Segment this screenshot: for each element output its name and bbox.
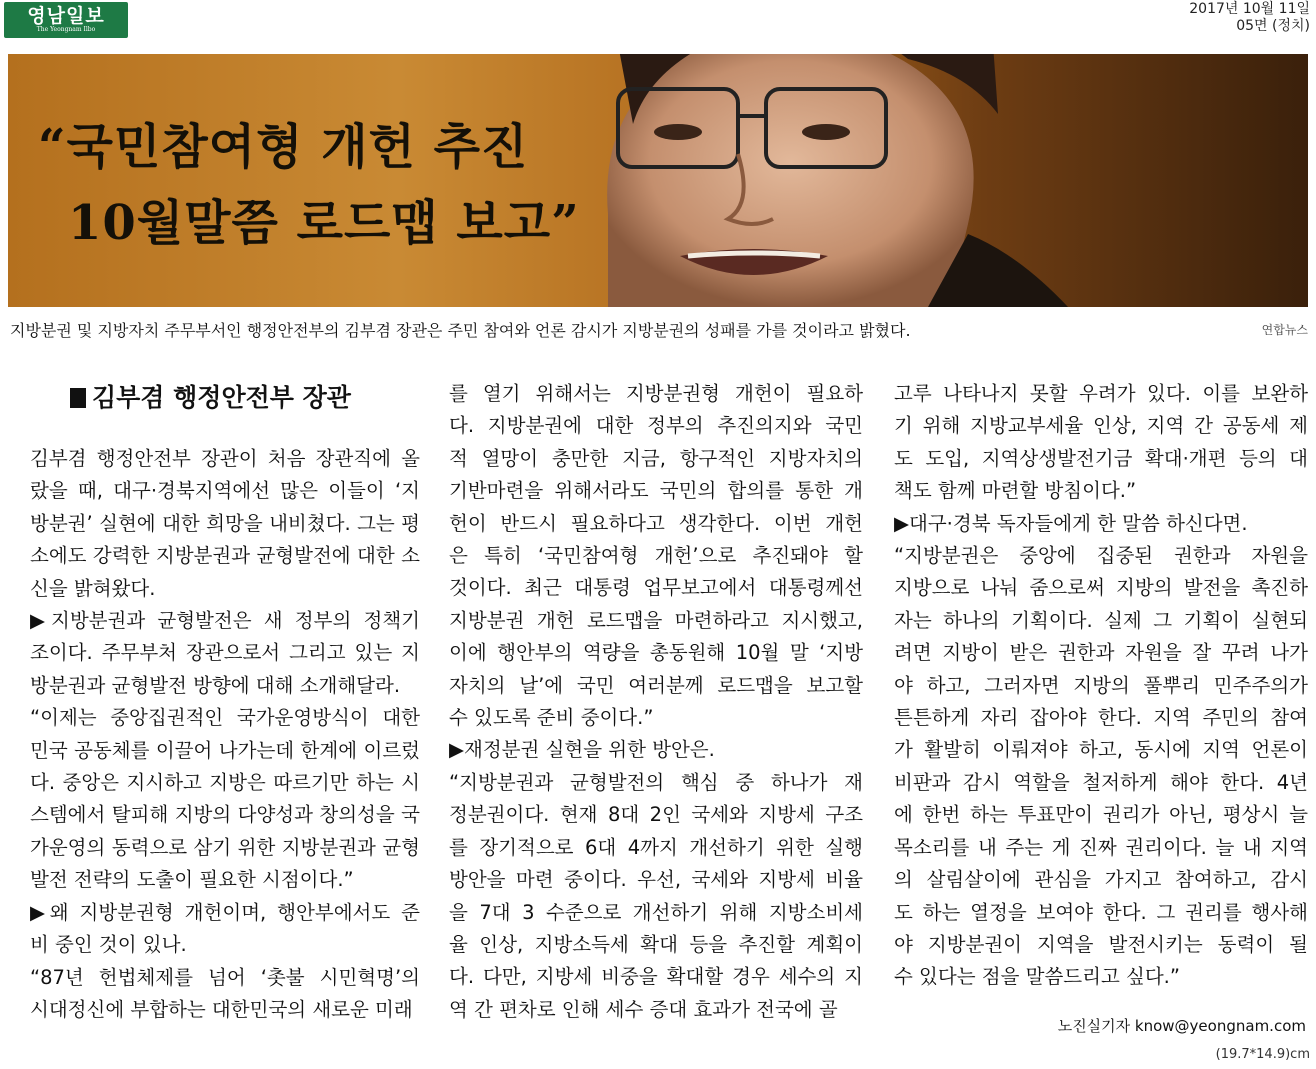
subhead-text: 김부겸 행정안전부 장관: [92, 383, 351, 412]
article-line: “지방분권은 중앙에 집중된 권한과 자원을: [894, 544, 1308, 568]
article-line: 김부겸 행정안전부 장관이 처음 장관직에 올: [30, 447, 420, 470]
article-line: 신을 밝혀왔다.: [30, 576, 156, 600]
article-line: 것이다. 최근 대통령 업무보고에서 대통령께선: [449, 576, 863, 600]
article-line: 을 7대 3 수준으로 개선하기 위해 지방소비세: [449, 900, 863, 924]
article-line: 의 살림살이에 관심을 가지고 참여하고, 감시: [894, 868, 1308, 892]
article-line: 조이다. 주무부처 장관으로서 그리고 있는 지: [30, 641, 420, 665]
article-line: 수 있다는 점을 말씀드리고 싶다.”: [894, 965, 1180, 989]
article-line: 가운영의 동력으로 삼기 위한 지방분권과 균형: [30, 835, 420, 859]
article-line: 책도 함께 마련할 방침이다.”: [894, 479, 1137, 503]
article-line: 튼튼하게 자리 잡아야 한다. 지역 주민의 참여: [894, 706, 1308, 730]
logo-text: 영남일보: [27, 5, 105, 27]
headline: [38, 109, 580, 261]
article-line: ▶왜 지방분권형 개헌이며, 행안부에서도 준: [30, 900, 420, 924]
article-line: ▶재정분권 실현을 위한 방안은.: [449, 738, 715, 762]
article-line: 이에 행안부의 역량을 총동원해 10월 말 ‘지방: [449, 641, 863, 665]
article-line: “87년 헌법체제를 넘어 ‘촛불 시민혁명’의: [30, 965, 420, 989]
article-line: 를 열기 위해서는 지방분권형 개헌이 필요하: [449, 382, 863, 405]
article-line: 야 지방분권이 지역을 발전시키는 동력이 될: [894, 932, 1308, 956]
article-line: 다. 지방분권에 대한 정부의 추진의지와 국민: [449, 414, 863, 438]
article-line: 도 도입, 지역상생발전기금 확대·개편 등의 대: [894, 446, 1308, 470]
article-line: 려면 지방이 받은 권한과 자원을 잘 꾸려 나가: [894, 641, 1308, 665]
article-line: 비 중인 것이 있나.: [30, 933, 187, 957]
headline-line-1: “국민참여형 개헌 추진: [38, 119, 529, 175]
article-line: 발전 전략의 도출이 필요한 시점이다.”: [30, 868, 354, 892]
article-line: 시대정신에 부합하는 대한민국의 새로운 미래: [30, 997, 413, 1021]
article-line: “지방분권과 균형발전의 핵심 중 하나가 재: [449, 770, 863, 794]
article-line: 방분권’ 실현에 대한 희망을 내비쳤다. 그는 평: [30, 511, 420, 535]
article-line: 지방분권 개헌 로드맵을 마련하라고 지시했고,: [449, 608, 863, 632]
article-line: 도 하는 열정을 보여야 한다. 그 권리를 행사해: [894, 900, 1308, 924]
article-line: 방안을 마련 중이다. 우선, 국세와 지방세 비율: [449, 868, 863, 892]
article-line: 목소리를 내 주는 게 진짜 권리이다. 늘 내 지역: [894, 835, 1308, 859]
article-line: 다. 중앙은 지시하고 지방은 따르기만 하는 시: [30, 771, 420, 795]
page-section: 05면 (정치): [1236, 18, 1310, 34]
publication-date: 2017년 10월 11일: [1189, 1, 1310, 17]
article-line: 정분권이다. 현재 8대 2인 국세와 지방세 구조: [449, 803, 863, 827]
interview-subhead: [70, 380, 351, 416]
article-line: 적 열망이 충만한 지금, 항구적인 지방자치의: [449, 446, 863, 470]
article-line: 자치의 날’에 국민 여러분께 로드맵을 보고할: [449, 673, 863, 697]
article-column-1: [30, 443, 420, 1026]
article-line: 랐을 때, 대구·경북지역에선 많은 이들이 ‘지: [30, 479, 420, 503]
article-line: ▶대구·경북 독자들에게 한 말씀 하신다면.: [894, 511, 1248, 535]
article-line: 소에도 강력한 지방분권과 균형발전에 대한 소: [30, 544, 420, 568]
article-line: 방분권과 균형발전 방향에 대해 소개해달라.: [30, 673, 401, 697]
square-bullet-icon: [70, 388, 86, 408]
article-line: 기 위해 지방교부세율 인상, 지역 간 공동세 제: [894, 414, 1308, 438]
logo-subtitle: The Yeongnam Ilbo: [36, 26, 96, 33]
publication-info: [1189, 1, 1310, 35]
article-line: 은 특히 ‘국민참여형 개헌’으로 추진돼야 할: [449, 544, 863, 568]
article-line: 지방으로 나눠 줌으로써 지방의 발전을 촉진하: [894, 576, 1308, 600]
article-line: 에 한번 하는 투표만이 권리가 아닌, 평상시 늘: [894, 803, 1308, 827]
article-line: 야 하고, 그러자면 지방의 풀뿌리 민주주의가: [894, 673, 1308, 697]
article-line: 가 활발히 이뤄져야 하고, 동시에 지역 언론이: [894, 738, 1308, 762]
article-line: 자는 하나의 기획이다. 실제 그 기획이 실현되: [894, 608, 1308, 632]
article-line: 다. 다만, 지방세 비중을 확대할 경우 세수의 지: [449, 965, 863, 989]
article-column-2: [449, 378, 863, 1026]
article-size: (19.7*14.9)cm: [1215, 1047, 1310, 1062]
article-line: 기반마련을 위해서라도 국민의 합의를 통한 개: [449, 479, 863, 503]
photo-caption: 지방분권 및 지방자치 주무부서인 행정안전부의 김부겸 장관은 주민 참여와 언론 감시가 지방분권의 성패를 가를 것이라고 밝혔다.: [10, 321, 911, 340]
byline: 노진실기자 know@yeongnam.com: [1057, 1017, 1306, 1035]
article-line: “이제는 중앙집권적인 국가운영방식이 대한: [30, 706, 420, 730]
photo-credit: 연합뉴스: [1261, 323, 1308, 337]
article-line: 수 있도록 준비 중이다.”: [449, 706, 654, 730]
article-line: 헌이 반드시 필요하다고 생각한다. 이번 개헌: [449, 511, 863, 535]
article-line: 민국 공동체를 이끌어 나가는데 한계에 이르렀: [30, 738, 420, 762]
article-line: 비판과 감시 역할을 철저하게 해야 한다. 4년: [894, 770, 1308, 794]
article-line: 를 장기적으로 6대 4까지 개선하기 위한 실행: [449, 835, 863, 859]
article-line: 스템에서 탈피해 지방의 다양성과 창의성을 국: [30, 803, 420, 827]
article-line: 역 간 편차로 인해 세수 증대 효과가 전국에 골: [449, 997, 838, 1021]
article-column-3: [894, 378, 1308, 994]
headline-photo: [8, 54, 1308, 307]
article-line: 고루 나타나지 못할 우려가 있다. 이를 보완하: [894, 382, 1308, 405]
headline-line-2: 10월말쯤 로드맵 보고”: [68, 195, 580, 251]
newspaper-logo: [4, 2, 128, 38]
article-line: 율 인상, 지방소득세 확대 등을 추진할 계획이: [449, 932, 863, 956]
article-line: ▶지방분권과 균형발전은 새 정부의 정책기: [30, 609, 420, 633]
